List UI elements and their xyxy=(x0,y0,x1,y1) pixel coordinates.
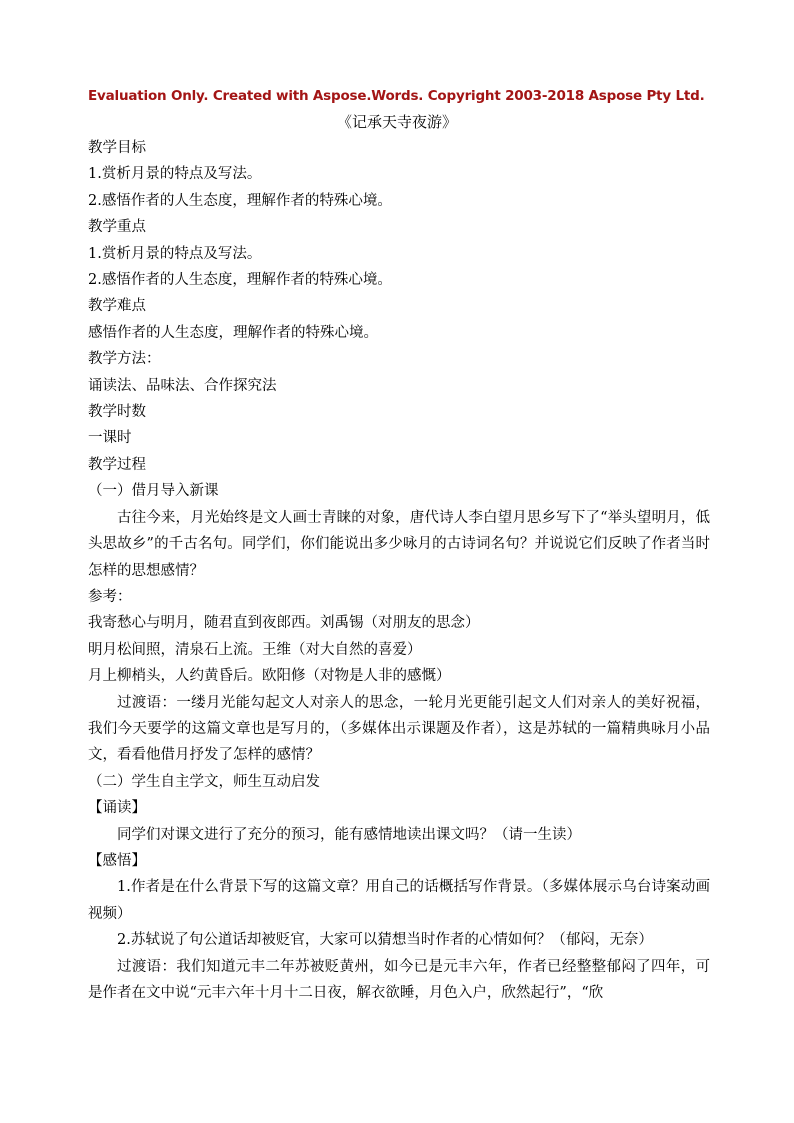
read-label: 【诵读】 xyxy=(88,800,146,817)
part2-title: （二）学生自主学文，师生互动启发 xyxy=(88,773,320,790)
poem-line: 我寄愁心与明月，随君直到夜郎西。刘禹锡（对朋友的思念） xyxy=(88,615,480,632)
transition-paragraph-1: 过渡语：一缕月光能勾起文人对亲人的思念，一轮月光更能引起文人们对亲人的美好祝福，我们今天要学的这篇文章也是写月的，（多媒体出示课题及作者），这是苏轼的一篇精典咏月小品文，看看他借月抒发了怎样的感情？ xyxy=(88,694,710,764)
section-heading-hours: 教学时数 xyxy=(88,404,146,421)
intro-paragraph: 古往今来，月光始终是文人画士青睐的对象，唐代诗人李白望月思乡写下了“举头望明月，低头思故乡”的千古名句。同学们，你们能说出多少咏月的古诗词名句？并说说它们反映了作者当时怎样的思想感情？ xyxy=(88,509,710,579)
goal-item: 1.赏析月景的特点及写法。 xyxy=(88,166,262,183)
section-heading-goals: 教学目标 xyxy=(88,140,146,156)
question-2: 2.苏轼说了句公道话却被贬官，大家可以猜想当时作者的心情如何？（郁闷，无奈） xyxy=(117,932,653,949)
question-1: 1.作者是在什么背景下写的这篇文章？用自己的话概括写作背景。（多媒体展示乌台诗案动画视频） xyxy=(88,879,710,922)
transition-paragraph-2: 过渡语：我们知道元丰二年苏被贬黄州，如今已是元丰六年，作者已经整整郁闷了四年，可是作者在文中说“元丰六年十月十二日夜，解衣欲睡，月色入户，欣然起行”，“欣 xyxy=(88,958,710,1001)
poem-line: 明月松间照，清泉石上流。王维（对大自然的喜爱） xyxy=(88,641,422,658)
hours-text: 一课时 xyxy=(88,430,132,447)
section-heading-key-points: 教学重点 xyxy=(88,219,146,236)
feel-label: 【感悟】 xyxy=(88,852,146,869)
methods-text: 诵读法、品味法、合作探究法 xyxy=(88,377,277,394)
reference-label: 参考： xyxy=(88,588,132,605)
poem-line: 月上柳梢头，人约黄昏后。欧阳修（对物是人非的感慨） xyxy=(88,668,451,685)
key-point-item: 1.赏析月景的特点及写法。 xyxy=(88,245,262,262)
evaluation-watermark: Evaluation Only. Created with Aspose.Words. Copyright 2003-2018 Aspose Pty Ltd. xyxy=(88,88,705,104)
section-heading-difficulties: 教学难点 xyxy=(88,298,146,315)
difficulty-text: 感悟作者的人生态度，理解作者的特殊心境。 xyxy=(88,324,378,341)
section-heading-methods: 教学方法： xyxy=(88,351,161,368)
document-title: 《记承天寺夜游》 xyxy=(336,113,457,131)
key-point-item: 2.感悟作者的人生态度，理解作者的特殊心境。 xyxy=(88,272,392,289)
part1-title: （一）借月导入新课 xyxy=(88,483,219,500)
section-heading-process: 教学过程 xyxy=(88,456,146,473)
read-text: 同学们对课文进行了充分的预习，能有感情地读出课文吗？（请一生读） xyxy=(117,826,581,843)
goal-item: 2.感悟作者的人生态度，理解作者的特殊心境。 xyxy=(88,192,392,209)
document-body xyxy=(88,135,710,1006)
